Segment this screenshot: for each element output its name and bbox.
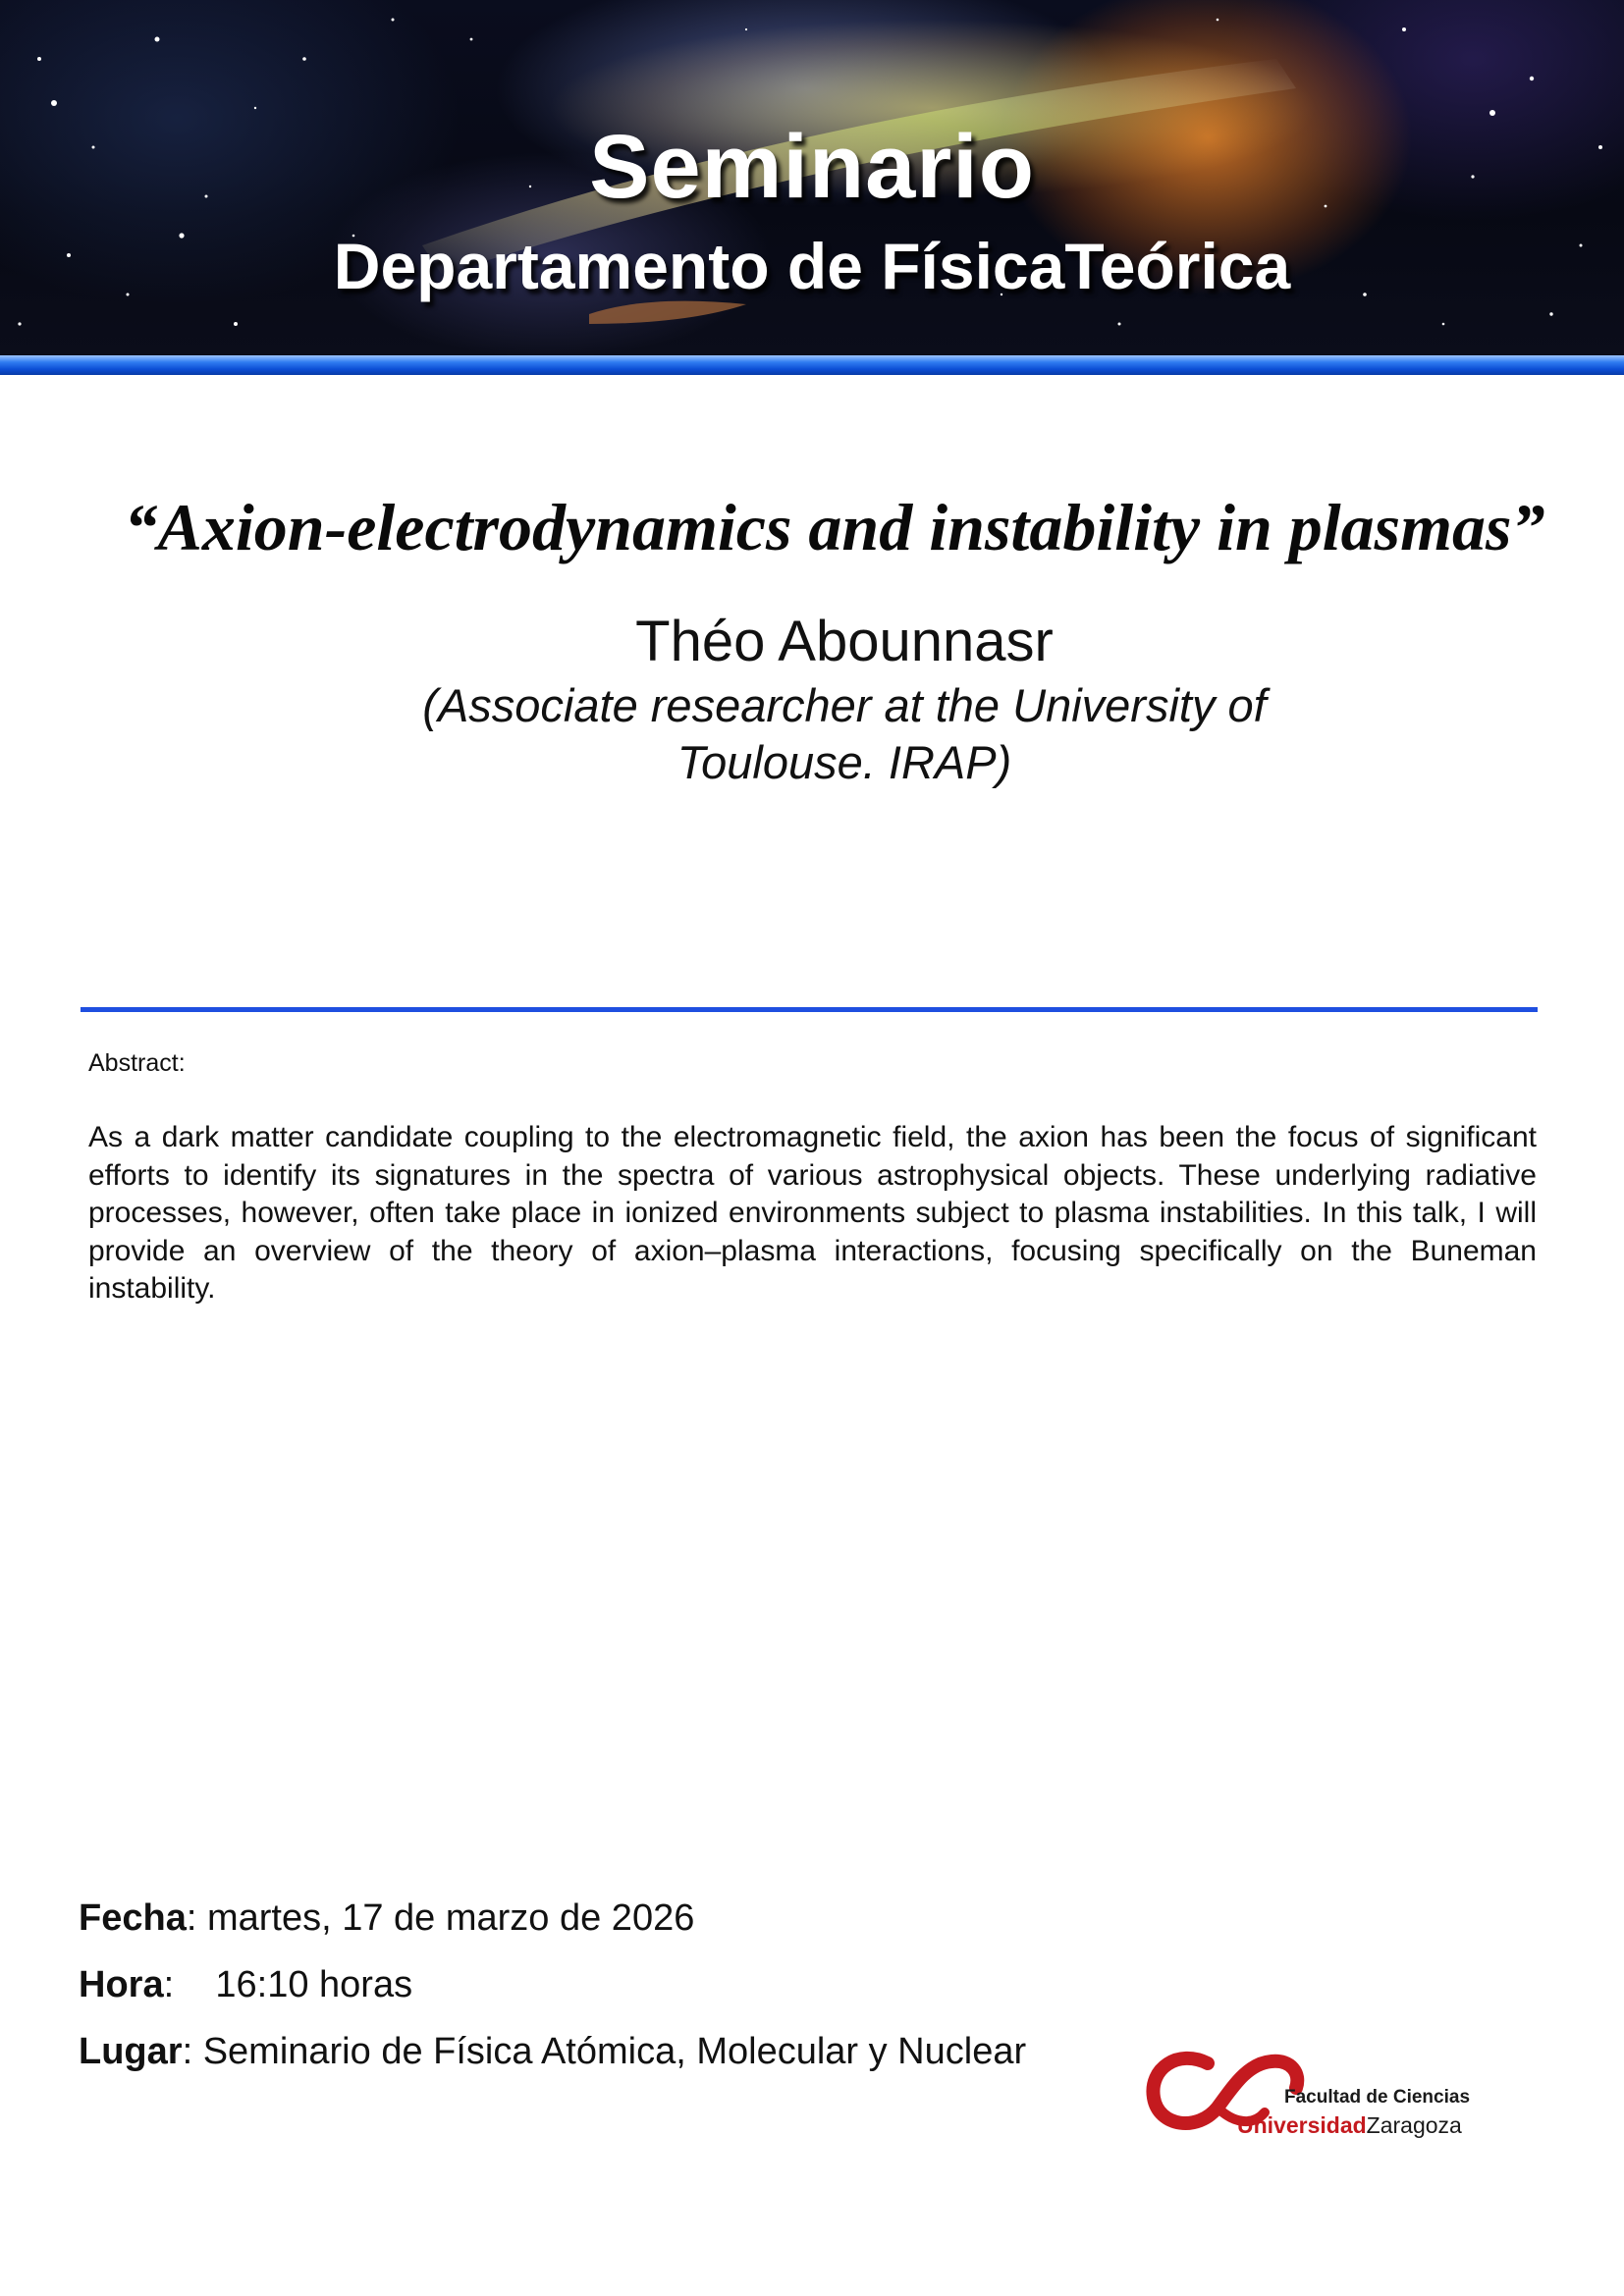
header-banner: [0, 0, 1624, 355]
logo-university-city: Zaragoza: [1366, 2112, 1462, 2138]
department-name: Departamento de FísicaTeórica: [333, 230, 1291, 302]
logo-faculty-text: Facultad de Ciencias: [1284, 2087, 1471, 2108]
place-row: Lugar: Seminario de Física Atómica, Molecular y Nuclear: [79, 2031, 1027, 2072]
place-value: Seminario de Física Atómica, Molecular y Nuclear: [202, 2031, 1027, 2072]
logo-university-text: [1237, 2112, 1462, 2139]
affiliation-line-1: (Associate researcher at the University of: [422, 679, 1267, 731]
abstract-text: As a dark matter candidate coupling to the electromagnetic field, the axion has been the focus of significant efforts to identify its signatures in the spectra of various astrophysical objects. These underlying radiative processes, however, often take place in ionized environments subject to plasma instabilities. In this talk, I will provide an overview of the theory of axion–plasma interactions, focusing specifically on the Buneman instability.: [88, 1121, 1537, 1305]
header-divider: [0, 355, 1624, 375]
date-row: Fecha: martes, 17 de marzo de 2026: [79, 1897, 695, 1939]
place-label: Lugar: [79, 2031, 183, 2072]
speaker-name: Théo Abounnasr: [635, 610, 1054, 673]
seminar-title: Seminario: [589, 117, 1035, 217]
talk-title: “Axion-electrodynamics and instability in plasmas”: [124, 490, 1545, 564]
speaker-affiliation: [373, 677, 1316, 791]
date-label: Fecha: [79, 1897, 187, 1939]
section-divider: [81, 1007, 1538, 1012]
time-value: 16:10 horas: [215, 1964, 413, 2005]
date-value: martes, 17 de marzo de 2026: [206, 1897, 695, 1939]
affiliation-line-2: Toulouse. IRAP): [677, 736, 1012, 788]
time-row: Hora: 16:10 horas: [79, 1964, 413, 2005]
time-label: Hora: [79, 1964, 164, 2005]
abstract-label: Abstract:: [88, 1049, 186, 1077]
logo-university-bold: Universidad: [1237, 2112, 1367, 2138]
